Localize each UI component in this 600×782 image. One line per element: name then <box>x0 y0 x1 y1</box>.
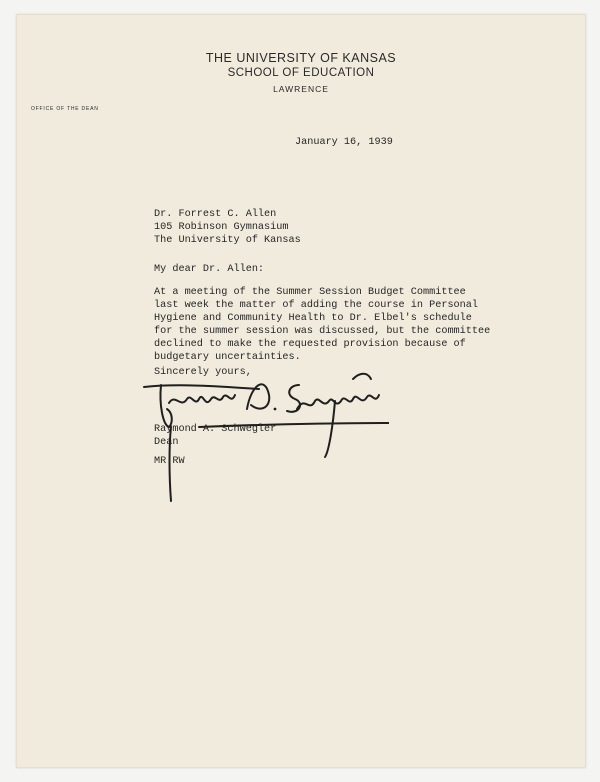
body-line: last week the matter of adding the course in Personal <box>154 300 479 311</box>
body-line: Hygiene and Community Health to Dr. Elbel's schedule <box>154 313 472 324</box>
salutation: My dear Dr. Allen: <box>154 264 265 275</box>
letter-body <box>154 286 490 364</box>
body-line: budgetary uncertainties. <box>154 352 301 363</box>
letterhead-university: THE UNIVERSITY OF KANSAS <box>205 51 397 65</box>
closing: Sincerely yours, <box>154 367 252 378</box>
body-line: declined to make the requested provision because of <box>154 339 466 350</box>
recipient-address-line2: The University of Kansas <box>154 235 301 246</box>
signature-block <box>154 423 276 449</box>
reference-initials: MR:RW <box>154 456 185 467</box>
letterhead-school: SCHOOL OF EDUCATION <box>227 67 375 79</box>
body-line: for the summer session was discussed, but the committee <box>154 326 491 337</box>
letter-page <box>16 14 586 768</box>
recipient-name: Dr. Forrest C. Allen <box>154 209 277 220</box>
letter-date: January 16, 1939 <box>295 137 393 148</box>
signer-title: Dean <box>154 437 179 448</box>
recipient-address <box>154 208 301 247</box>
signer-name: Raymond A. Schwegler <box>154 424 277 435</box>
recipient-address-line1: 105 Robinson Gymnasium <box>154 222 289 233</box>
body-line: At a meeting of the Summer Session Budget Committee <box>154 287 466 298</box>
letterhead-city: LAWRENCE <box>273 84 329 94</box>
letterhead-office: OFFICE OF THE DEAN <box>31 106 99 112</box>
